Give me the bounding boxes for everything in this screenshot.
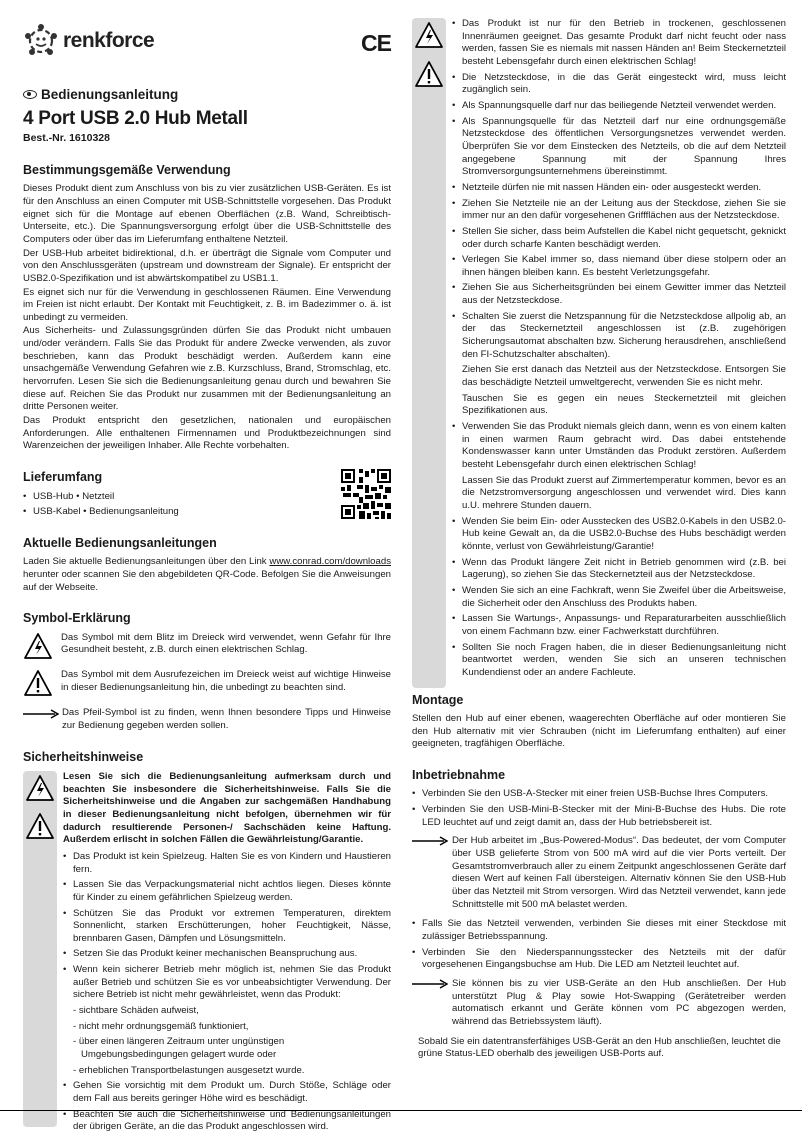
current-manuals-text-after: herunter oder scannen Sie den abgebildeten QR-Code. Befolgen Sie die Anweisungen auf der Webseite. [23, 569, 391, 593]
safety-list-b [63, 1080, 391, 1134]
mounting-heading: Montage [412, 692, 464, 707]
safety-item: • Wenn das Produkt längere Zeit nicht in Betrieb genommen wird (z.B. bei Lagerung), so ziehen Sie das Steckernetzteil aus der Netzsteckdose. [452, 557, 786, 582]
commissioning-list-2 [412, 918, 786, 972]
exclamation-warning-icon [25, 812, 55, 840]
scope-item-1: • USB-Hub • Netzteil [23, 491, 391, 504]
mounting-text: Stellen den Hub auf einer ebenen, waagerechten Oberfläche auf oder montieren Sie den Hub alternativ mit vier Schrauben (nicht im Lieferumfang enthalten) auf einer geeigneten, tragfähigen Oberfläche. [412, 713, 786, 750]
safety-sublist [73, 1005, 391, 1077]
tip-text: Der Hub arbeitet im „Bus-Powered-Modus“. Das bedeutet, der vom Computer über USB gelieferte Strom von 500 mA wird auf die vier Ports verteilt. Der Gesamtstromverbrauch aller zu einem Zeitpunkt angeschlossenen Geräte darf diesen Wert auf keinen Fall übersteigen. Alternativ können Sie den USB-Hub über das Netzteil mit Strom versorgen. Wird das Netzteil verwendet, kann jede Schnittstelle mit 500 mA belastet werden. [452, 835, 786, 910]
ce-mark: CE [361, 30, 391, 56]
safety-item: • Die Netzsteckdose, in die das Gerät eingesteckt wird, muss leicht zugänglich sein. [452, 72, 786, 97]
safety-item: • Sollten Sie noch Fragen haben, die in dieser Bedienungsanleitung nicht beantwortet werden, wenden Sie sich an unseren technischen Kundendienst oder an andere Fachleute. [452, 642, 786, 680]
left-column [23, 22, 391, 1134]
safety-continued-box [412, 18, 786, 680]
commissioning-item: • Verbinden Sie den USB-Mini-B-Stecker mit der Mini-B-Buchse des Hubs. Die rote LED leuchtet auf und zeigt damit an, dass der Hub betriebsbereit ist. [412, 804, 786, 829]
safety-content [57, 771, 391, 1134]
lightning-warning-icon [23, 632, 53, 660]
intended-use-heading: Bestimmungsgemäße Verwendung [23, 162, 231, 177]
commissioning-last: Sobald Sie ein datentransferfähiges USB-Gerät an den Hub anschließen, leuchtet die grüne Status-LED oberhalb des jeweiligen USB-Ports auf. [418, 1035, 781, 1060]
manual-label [23, 86, 391, 104]
safety-para: Tauschen Sie es gegen ein neues Steckernetzteil mit gleichen Spezifikationen aus. [462, 392, 786, 417]
commissioning-item: • Verbinden Sie den USB-A-Stecker mit einer freien USB-Buchse Ihres Computers. [412, 788, 786, 801]
arrow-right-icon [412, 835, 448, 847]
safety-para: Ziehen Sie erst danach das Netzteil aus der Netzsteckdose. Entsorgen Sie das beschädigte Netzteil umweltgerecht, verwenden Sie es nicht mehr. [462, 364, 786, 389]
footer-rule [0, 1110, 802, 1111]
safety-item: • Netzteile dürfen nie mit nassen Händen ein- oder ausgesteckt werden. [452, 182, 786, 195]
safety-sidebar-continued [412, 18, 446, 688]
manual-label-text: Bedienungsanleitung [41, 87, 179, 102]
safety-item: • Lassen Sie das Verpackungsmaterial nicht achtlos liegen. Dieses könnte für Kinder zu einem gefährlichen Spielzeug werden. [63, 879, 391, 904]
safety-item: • Lassen Sie Wartungs-, Anpassungs- und Reparaturarbeiten ausschließlich von einem Fachmann bzw. einer Fachwerkstatt durchführen. [452, 613, 786, 638]
safety-item: • Ziehen Sie aus Sicherheitsgründen bei einem Gewitter immer das Netzteil aus der Netzsteckdose. [452, 282, 786, 307]
safety-item: • Gehen Sie vorsichtig mit dem Produkt um. Durch Stöße, Schläge oder dem Fall aus bereits geringer Höhe wird es beschädigt. [63, 1080, 391, 1105]
safety-para: Lassen Sie das Produkt zuerst auf Zimmertemperatur kommen, bevor es an die Netzstromversorgung angeschlossen und verwendet wird. Dies kann u.U. mehrere Stunden dauern. [462, 474, 786, 511]
safety-item: • Setzen Sie das Produkt keiner mechanischen Beanspruchung aus. [63, 948, 391, 961]
safety-subitem: - erheblichen Transportbelastungen ausgesetzt wurde. [73, 1064, 305, 1076]
arrow-right-icon [412, 978, 448, 990]
safety-list-d [452, 421, 786, 472]
intended-use-para-3: Es eignet sich nur für die Verwendung in geschlossenen Räumen. Eine Verwendung im Freien ist nicht erlaubt. Der Kontakt mit Feuchtigkeit, z. B. im Badezimmer o. ä. ist unbedingt zu vermeiden. [23, 286, 391, 323]
lightning-warning-icon [414, 21, 444, 49]
safety-list-c [452, 18, 786, 361]
intended-use-para-5: Das Produkt entspricht den gesetzlichen, nationalen und europäischen Anforderungen. Alle enthaltenen Firmennamen und Produktbezeichnungen sind Warenzeichen der jeweiligen Inhaber. Alle Rechte vorbehalten. [23, 415, 391, 452]
current-manuals-text [23, 556, 391, 594]
current-manuals-text-before: Laden Sie aktuelle Bedienungsanleitungen über den Link [23, 556, 270, 568]
safety-item: • Wenden Sie beim Ein- oder Ausstecken des USB2.0-Kabels in den USB2.0-Hub keine Gewalt an, da die USB2.0-Buchse des Hubs beschädigt werden könnte, verlust von Gewährleistung/Garantie! [452, 516, 786, 554]
safety-subitem: - nicht mehr ordnungsgemäß funktioniert, [73, 1020, 249, 1032]
arrow-right-icon [23, 708, 59, 720]
safety-item: • Schalten Sie zuerst die Netzspannung für die Netzsteckdose allpolig ab, an der das Steckernetzteil angeschlossen ist (z.B. zugehörigen Sicherungsautomat abschalten bzw. Sicherung herausdrehen, anschließend den FI-Schutzschalter abschalten). [452, 311, 786, 362]
commissioning-heading: Inbetriebnahme [412, 767, 506, 782]
symbol-lightning-row [23, 632, 391, 665]
safety-intro: Lesen Sie sich die Bedienungsanleitung aufmerksam durch und beachten Sie insbesondere die Sicherheitshinweise. Falls Sie die Sicherheitshinweise und die Angaben zur sachgemäßen Handhabung in dieser Bedienungsanleitung nicht befolgen, übernehmen wir für dadurch resultierende Personen-/ Sachschäden keine Haftung. Außerdem erlischt in solchen Fällen die Gewährleistung/Garantie. [63, 770, 391, 846]
exclamation-warning-icon [414, 60, 444, 88]
safety-subitem: - sichtbare Schäden aufweist, [73, 1005, 199, 1017]
symbols-heading: Symbol-Erklärung [23, 611, 131, 626]
safety-item: • Stellen Sie sicher, dass beim Aufstellen die Kabel nicht gequetscht, geknickt oder durch scharfe Kanten beschädigt werden. [452, 226, 786, 251]
brand-logo [23, 22, 391, 60]
download-link[interactable]: www.conrad.com/downloads [269, 556, 391, 568]
tip-hot-swap [412, 978, 786, 1030]
safety-item: • Verlegen Sie Kabel immer so, dass niemand über diese stolpern oder an ihnen hängen bleiben kann. Es besteht Verletzungsgefahr. [452, 254, 786, 279]
tip-text: Sie können bis zu vier USB-Geräte an den Hub anschließen. Der Hub unterstützt Plug & Play sowie Hot-Swapping (Gerätetreiber werden automatisch erkannt und Geräte können vom PC abgezogen werden, während das Betriebssystem läuft). [452, 978, 786, 1027]
current-manuals-heading: Aktuelle Bedienungsanleitungen [23, 535, 217, 550]
brand-name: renkforce [63, 29, 155, 53]
renkforce-logo-icon [23, 23, 59, 59]
eye-icon [23, 90, 37, 99]
safety-item: • Ziehen Sie Netzteile nie an der Leitung aus der Steckdose, ziehen Sie sie immer nur an den dafür vorgesehenen Griffflächen aus der Netzsteckdose. [452, 198, 786, 223]
safety-subitem: - über einen längeren Zeitraum unter ungünstigen Umgebungsbedingungen gelagert wurde oder [73, 1036, 285, 1061]
commissioning-item: • Verbinden Sie den Niederspannungsstecker des Netzteils mit der dafür vorgesehenen Eingangsbuchse am Hub. Die LED am Netzteil leuchtet auf. [412, 947, 786, 972]
safety-item: • Das Produkt ist kein Spielzeug. Halten Sie es von Kindern und Haustieren fern. [63, 851, 391, 876]
safety-item: • Als Spannungsquelle für das Netzteil darf nur eine ordnungsgemäße Netzsteckdose des öffentlichen Versorgungsnetzes verwendet werden. Überprüfen Sie vor dem Einstecken des Netzteils, ob die auf dem Netzteil angegebene Spannung mit der Spannung Ihres Stromversorgungsunternehmens übereinstimmt. [452, 116, 786, 179]
tip-bus-powered [412, 835, 786, 912]
safety-sidebar [23, 771, 57, 1127]
safety-item: • Wenden Sie sich an eine Fachkraft, wenn Sie Zweifel über die Arbeitsweise, die Sicherheit oder den Anschluss des Produkts haben. [452, 585, 786, 610]
safety-item: • Verwenden Sie das Produkt niemals gleich dann, wenn es von einem kalten in einen warmen Raum gebracht wird. Das dabei entstehende Kondenswasser kann unter Umständen das Produkt zerstören. Außerdem besteht Lebensgefahr durch einen elektrischen Schlag! [452, 421, 786, 472]
scope-item-2: • USB-Kabel • Bedienungsanleitung [23, 506, 391, 519]
safety-item: • Als Spannungsquelle darf nur das beiliegende Netzteil verwendet werden. [452, 100, 786, 113]
symbol-exclamation-text: Das Symbol mit dem Ausrufezeichen im Dreieck weist auf wichtige Hinweise in dieser Bedienungsanleitung hin, die unbedingt zu beachten sind. [61, 669, 391, 694]
symbol-exclamation-row [23, 669, 391, 702]
safety-item: • Wenn kein sicherer Betrieb mehr möglich ist, nehmen Sie das Produkt außer Betrieb und schützen Sie es vor unbeabsichtigter Verwendung. Der sichere Betrieb ist nicht mehr gewährleistet, wenn das Produkt: [63, 964, 391, 1002]
intended-use-para-2: Der USB-Hub arbeitet bidirektional, d.h. er überträgt die Signale vom Computer und von den Anschlussgeräten (upstream und downstream der Signale). Er entspricht der USB2.0-Spezifikation und ist abwärtskompatibel zu USB1.1. [23, 247, 391, 284]
safety-item: • Beachten Sie auch die Sicherheitshinweise und Bedienungsanleitungen der übrigen Geräte, an die das Produkt angeschlossen wird. [63, 1109, 391, 1134]
scope-heading: Lieferumfang [23, 470, 103, 485]
intended-use-para-4: Aus Sicherheits- und Zulassungsgründen dürfen Sie das Produkt nicht umbauen und/oder verändern. Falls Sie das Produkt für andere Zwecke verwenden, als zuvor beschrieben, kann das Produkt beschädigt werden. Außerdem kann eine unsachgemäße Verwendung Gefahren wie z.B. Kurzschluss, Brand, Stromschlag, etc. hervorrufen. Lesen Sie sich die Bedienungsanleitung genau durch und bewahren Sie diese auf. Reichen Sie das Produkt nur zusammen mit der Bedienungsanleitung an dritte Personen weiter. [23, 325, 391, 413]
safety-heading: Sicherheitshinweise [23, 750, 144, 765]
safety-content-continued [452, 18, 786, 680]
safety-item: • Schützen Sie das Produkt vor extremen Temperaturen, direktem Sonnenlicht, starken Erschütterungen, hoher Feuchtigkeit, Nässe, brennbaren Gasen, Dämpfen und Lösungsmitteln. [63, 908, 391, 946]
lightning-warning-icon [25, 774, 55, 802]
safety-box [23, 771, 391, 1134]
commissioning-list-1 [412, 788, 786, 829]
safety-list-a [63, 851, 391, 1002]
symbol-arrow-row [23, 707, 391, 733]
commissioning-item: • Falls Sie das Netzteil verwenden, verbinden Sie dieses mit einer Steckdose mit zulässiger Betriebsspannung. [412, 918, 786, 943]
safety-item: • Das Produkt ist nur für den Betrieb in trockenen, geschlossenen Innenräumen geeignet. Das gesamte Produkt darf nicht feucht oder nass werden, fassen Sie es niemals mit nassen Händen an! Beim Steckernetzteil besteht Lebensgefahr durch einen elektrischen Schlag! [452, 18, 786, 69]
scope-section [23, 469, 391, 519]
symbol-lightning-text: Das Symbol mit dem Blitz im Dreieck wird verwendet, wenn Gefahr für Ihre Gesundheit besteht, z.B. durch einen elektrischen Schlag. [61, 631, 391, 656]
exclamation-warning-icon [23, 669, 53, 697]
safety-list-e [452, 516, 786, 680]
intended-use-para-1: Dieses Produkt dient zum Anschluss von bis zu vier zusätzlichen USB-Geräten. Es ist für den Anschluss an einen Computer mit USB-Schnittstelle vorgesehen. Das Produkt eignet sich für die Montage auf ebenen Oberflächen (z.B. Wand, Schreibtisch-Unterseite, etc.). Die Spannungsversorgung erfolgt über die USB-Schnittstelle des Computers oder über das im Lieferumfang enthaltene Netzteil. [23, 183, 391, 245]
scope-list [23, 491, 391, 519]
symbol-arrow-text: Das Pfeil-Symbol ist zu finden, wenn Ihnen besondere Tipps und Hinweise zur Bedienung gegeben werden sollen. [62, 707, 391, 731]
product-title: 4 Port USB 2.0 Hub Metall [23, 107, 248, 129]
order-number: Best.-Nr. 1610328 [23, 131, 110, 144]
right-column [412, 18, 786, 1062]
